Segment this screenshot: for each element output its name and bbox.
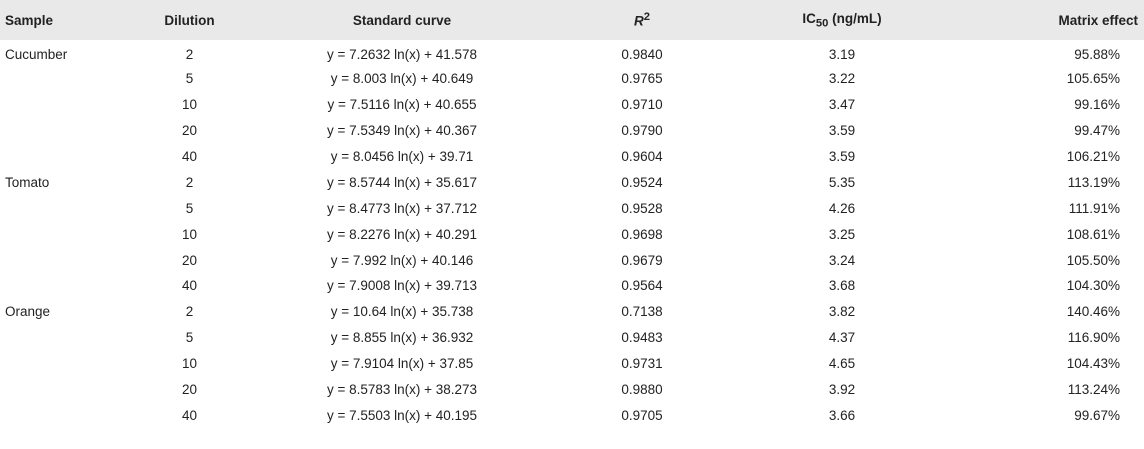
cell-r2: 0.9880	[621, 382, 663, 398]
cell-standard-curve: y = 7.5116 ln(x) + 40.655	[327, 97, 477, 113]
cell-ic50: 3.47	[828, 97, 856, 113]
cell-sample	[0, 325, 117, 351]
table-row	[0, 118, 1144, 144]
cell-r2: 0.9483	[621, 330, 663, 346]
table-row	[0, 402, 1144, 428]
table-row	[0, 169, 1144, 195]
cell-dilution: 20	[181, 382, 198, 398]
cell-sample	[0, 66, 117, 92]
cell-standard-curve: y = 8.5783 ln(x) + 38.273	[326, 382, 478, 398]
cell-r2: 0.9604	[621, 149, 663, 164]
cell-standard-curve: y = 8.4773 ln(x) + 37.712	[326, 200, 478, 216]
cell-standard-curve: y = 7.5349 ln(x) + 40.367	[326, 123, 478, 139]
cell-r2: 0.9705	[621, 407, 663, 423]
table-row	[0, 66, 1144, 92]
table-row	[0, 195, 1144, 221]
cell-matrix-effect: 106.21%	[1066, 149, 1120, 164]
cell-standard-curve: y = 7.992 ln(x) + 40.146	[330, 252, 474, 268]
header-dilution: Dilution	[164, 12, 215, 28]
cell-matrix-effect: 108.61%	[1066, 226, 1120, 242]
cell-standard-curve: y = 8.003 ln(x) + 40.649	[330, 71, 474, 87]
cell-r2: 0.9840	[621, 47, 663, 63]
cell-sample: Orange	[5, 304, 51, 320]
cell-dilution: 2	[185, 47, 194, 63]
cell-r2: 0.9698	[621, 226, 663, 242]
cell-r2: 0.9731	[621, 356, 663, 372]
cell-sample	[0, 118, 117, 144]
cell-dilution: 5	[185, 200, 194, 216]
cell-r2: 0.9790	[621, 123, 663, 139]
cell-ic50: 3.92	[828, 382, 856, 398]
cell-dilution: 20	[181, 252, 198, 268]
cell-ic50: 4.26	[828, 200, 856, 216]
cell-ic50: 3.59	[828, 149, 856, 164]
cell-matrix-effect: 105.65%	[1066, 71, 1120, 87]
header-matrix-effect: Matrix effect	[1058, 12, 1138, 28]
header-ic50	[742, 0, 942, 40]
cell-sample: Tomato	[5, 174, 50, 190]
cell-standard-curve: y = 7.2632 ln(x) + 41.578	[326, 47, 478, 63]
header-sample: Sample	[5, 12, 54, 28]
cell-matrix-effect: 116.90%	[1067, 330, 1120, 346]
cell-ic50: 3.68	[828, 278, 856, 294]
table-row	[0, 247, 1144, 273]
cell-standard-curve: y = 10.64 ln(x) + 35.738	[330, 304, 474, 320]
cell-matrix-effect: 99.47%	[1074, 123, 1120, 139]
header-r2-sup: 2	[643, 11, 650, 24]
cell-standard-curve: y = 8.0456 ln(x) + 39.71	[330, 149, 474, 164]
cell-matrix-effect: 99.16%	[1074, 97, 1120, 113]
cell-dilution: 40	[181, 407, 198, 423]
cell-standard-curve: y = 7.9104 ln(x) + 37.85	[330, 356, 474, 372]
header-ic50-sub: 50	[815, 17, 829, 30]
cell-sample: Cucumber	[5, 47, 68, 63]
cell-sample	[0, 402, 117, 428]
cell-r2: 0.9524	[621, 174, 663, 190]
table-row	[0, 92, 1144, 118]
cell-ic50: 3.24	[828, 252, 856, 268]
cell-r2: 0.9564	[621, 278, 663, 294]
cell-ic50: 3.22	[828, 71, 856, 87]
cell-r2: 0.9710	[621, 97, 663, 113]
cell-sample	[0, 247, 117, 273]
cell-sample	[0, 144, 117, 170]
cell-dilution: 10	[181, 356, 198, 372]
cell-r2: 0.9679	[621, 252, 663, 268]
cell-standard-curve: y = 8.855 ln(x) + 36.932	[330, 330, 474, 346]
cell-ic50: 3.25	[828, 226, 856, 242]
cell-standard-curve: y = 8.5744 ln(x) + 35.617	[326, 174, 478, 190]
cell-dilution: 40	[181, 278, 198, 294]
cell-dilution: 5	[185, 71, 194, 87]
cell-dilution: 5	[185, 330, 194, 346]
header-ic50-post: (ng/mL)	[828, 10, 882, 26]
cell-r2: 0.9765	[621, 71, 663, 87]
table-body	[0, 40, 1144, 428]
cell-sample	[0, 92, 117, 118]
table-row	[0, 40, 1144, 66]
cell-r2: 0.9528	[621, 200, 663, 216]
cell-sample	[0, 221, 117, 247]
cell-matrix-effect: 104.30%	[1066, 278, 1120, 294]
cell-standard-curve: y = 7.5503 ln(x) + 40.195	[326, 407, 478, 423]
cell-ic50: 5.35	[828, 174, 856, 190]
cell-sample	[0, 351, 117, 377]
header-row	[0, 0, 1144, 40]
cell-r2: 0.7138	[621, 304, 663, 320]
table-row	[0, 221, 1144, 247]
cell-dilution: 10	[181, 226, 198, 242]
cell-dilution: 2	[185, 304, 194, 320]
cell-matrix-effect: 113.24%	[1067, 382, 1120, 398]
cell-matrix-effect: 113.19%	[1067, 174, 1120, 190]
cell-sample	[0, 377, 117, 403]
cell-ic50: 3.66	[828, 407, 856, 423]
cell-matrix-effect: 95.88%	[1074, 47, 1120, 63]
cell-matrix-effect: 105.50%	[1066, 252, 1120, 268]
cell-ic50: 3.82	[828, 304, 856, 320]
header-r2	[542, 0, 742, 40]
cell-standard-curve: y = 7.9008 ln(x) + 39.713	[326, 278, 478, 294]
table-row	[0, 273, 1144, 299]
cell-ic50: 3.59	[828, 123, 856, 139]
header-r2-base: R	[633, 13, 644, 29]
table-row	[0, 299, 1144, 325]
cell-sample	[0, 273, 117, 299]
cell-matrix-effect: 140.46%	[1066, 304, 1120, 320]
header-ic50-pre: IC	[802, 10, 816, 26]
table-row	[0, 325, 1144, 351]
table-row	[0, 377, 1144, 403]
table-row	[0, 144, 1144, 170]
cell-dilution: 10	[181, 97, 198, 113]
cell-dilution: 40	[181, 149, 198, 164]
header-standard-curve: Standard curve	[352, 12, 452, 28]
cell-matrix-effect: 111.91%	[1068, 200, 1120, 216]
cell-dilution: 2	[185, 174, 194, 190]
table-row	[0, 351, 1144, 377]
table-header	[0, 0, 1144, 40]
cell-matrix-effect: 99.67%	[1074, 407, 1120, 423]
cell-dilution: 20	[181, 123, 198, 139]
cell-matrix-effect: 104.43%	[1066, 356, 1120, 372]
cell-ic50: 4.65	[828, 356, 856, 372]
cell-ic50: 3.19	[828, 47, 856, 63]
cell-sample	[0, 195, 117, 221]
cell-standard-curve: y = 8.2276 ln(x) + 40.291	[326, 226, 478, 242]
cell-ic50: 4.37	[828, 330, 856, 346]
